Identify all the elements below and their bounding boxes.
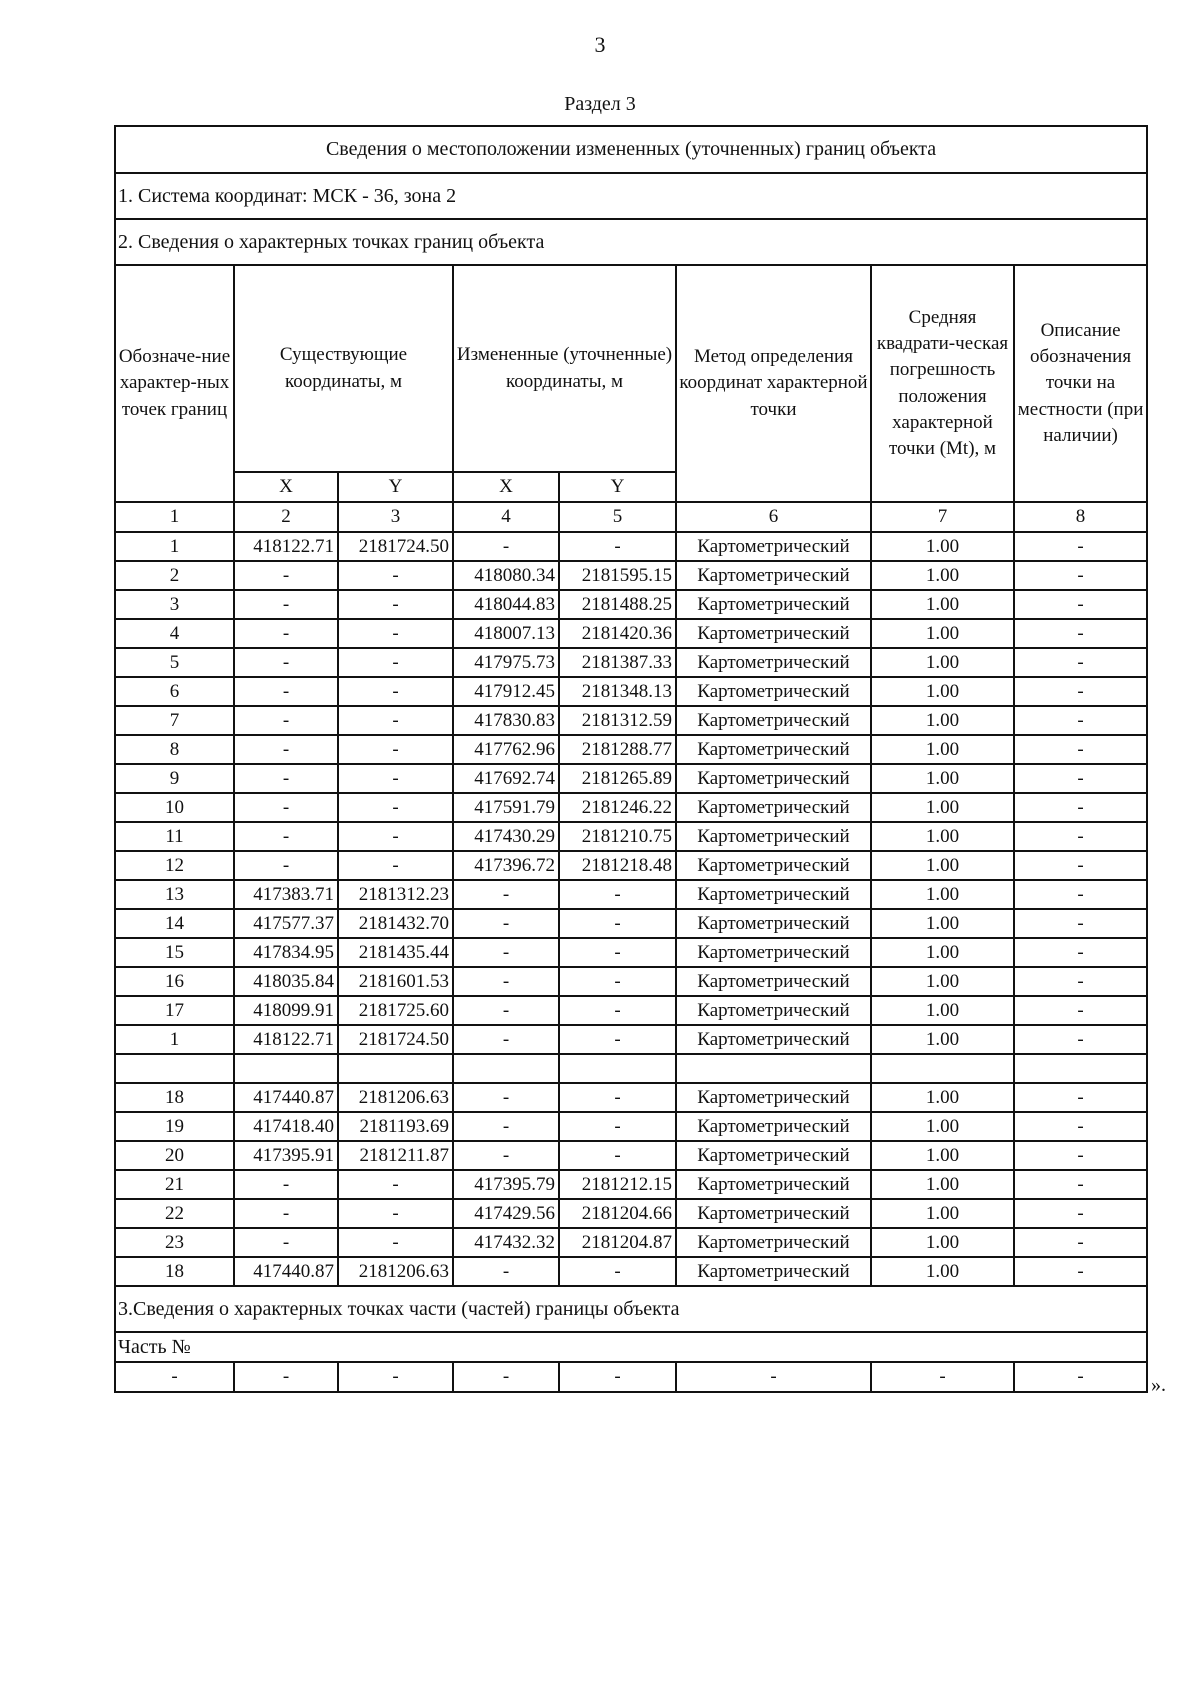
table-cell	[1014, 1054, 1147, 1083]
table-cell: -	[1014, 648, 1147, 677]
parts-title: 3.Сведения о характерных точках части (частей) границы объекта	[115, 1286, 1147, 1332]
table-cell: 2181246.22	[559, 793, 676, 822]
table-cell: Картометрический	[676, 938, 871, 967]
table-cell: -	[338, 590, 453, 619]
table-cell: 11	[115, 822, 234, 851]
table-cell: -	[338, 561, 453, 590]
table-cell: -	[1014, 764, 1147, 793]
header-changed-coords: Измененные (уточненные) координаты, м	[453, 265, 676, 472]
table-cell: -	[453, 1112, 559, 1141]
table-cell: -	[234, 1228, 338, 1257]
header-error: Средняя квадрати-ческая погрешность положения характерной точки (Mt), м	[871, 265, 1014, 502]
table-cell: 1.00	[871, 793, 1014, 822]
table-cell: 1.00	[871, 677, 1014, 706]
table-cell: -	[1014, 1083, 1147, 1112]
header-changed-x: X	[453, 472, 559, 502]
table-cell: -	[338, 648, 453, 677]
table-cell: 417975.73	[453, 648, 559, 677]
page-number: 3	[594, 32, 606, 57]
table-cell: Картометрический	[676, 1083, 871, 1112]
part-label: Часть №	[115, 1332, 1147, 1362]
table-cell: -	[1014, 1228, 1147, 1257]
table-cell: 417395.91	[234, 1141, 338, 1170]
table-cell: -	[234, 590, 338, 619]
table-cell: 2181211.87	[338, 1141, 453, 1170]
table-cell: 2181288.77	[559, 735, 676, 764]
table-cell	[115, 1054, 234, 1083]
table-cell: -	[1014, 938, 1147, 967]
table-cell: -	[453, 967, 559, 996]
table-cell: 2181601.53	[338, 967, 453, 996]
points-title: 2. Сведения о характерных точках границ объекта	[115, 219, 1147, 265]
table-cell: -	[1014, 590, 1147, 619]
table-cell: 1.00	[871, 1141, 1014, 1170]
table-cell: -	[559, 996, 676, 1025]
table-cell: Картометрический	[676, 880, 871, 909]
table-cell: -	[1014, 1257, 1147, 1286]
table-cell: -	[1014, 619, 1147, 648]
table-cell: -	[338, 793, 453, 822]
table-cell: -	[234, 619, 338, 648]
table-row	[115, 706, 1147, 735]
column-number: 6	[676, 502, 871, 532]
table-cell: 1.00	[871, 909, 1014, 938]
table-row	[115, 1257, 1147, 1286]
table-cell: 1.00	[871, 706, 1014, 735]
table-cell: -	[453, 938, 559, 967]
table-cell: 418035.84	[234, 967, 338, 996]
table-cell: Картометрический	[676, 590, 871, 619]
table-cell: 418122.71	[234, 532, 338, 561]
table-row	[115, 996, 1147, 1025]
table-cell: -	[453, 1083, 559, 1112]
table-row	[115, 648, 1147, 677]
table-cell: -	[1014, 851, 1147, 880]
table-cell: -	[1014, 1141, 1147, 1170]
table-cell: 2181312.59	[559, 706, 676, 735]
table-cell: Картометрический	[676, 735, 871, 764]
table-cell: 23	[115, 1228, 234, 1257]
table-cell: 2181348.13	[559, 677, 676, 706]
table-cell: 2181724.50	[338, 532, 453, 561]
table-cell: -	[338, 822, 453, 851]
table-cell: 22	[115, 1199, 234, 1228]
table-row	[115, 677, 1147, 706]
table-cell: 417440.87	[234, 1083, 338, 1112]
table-cell: 417591.79	[453, 793, 559, 822]
table-cell: 13	[115, 880, 234, 909]
table-cell: 2181193.69	[338, 1112, 453, 1141]
table-cell: 1.00	[871, 1228, 1014, 1257]
table-cell: -	[453, 532, 559, 561]
table-cell	[453, 1054, 559, 1083]
table-cell: 418044.83	[453, 590, 559, 619]
table-cell: 1.00	[871, 532, 1014, 561]
table-row	[115, 880, 1147, 909]
table-cell: -	[1014, 880, 1147, 909]
header-method: Метод определения координат характерной точки	[676, 265, 871, 502]
table-cell: 2181206.63	[338, 1083, 453, 1112]
header-existing-x: X	[234, 472, 338, 502]
table-cell: 1.00	[871, 1083, 1014, 1112]
table-cell: 417383.71	[234, 880, 338, 909]
table-cell: 417912.45	[453, 677, 559, 706]
table-cell: 418122.71	[234, 1025, 338, 1054]
table-cell: 8	[115, 735, 234, 764]
table-row	[115, 1199, 1147, 1228]
part-cell: -	[1014, 1362, 1147, 1392]
table-cell	[676, 1054, 871, 1083]
table-cell: 1.00	[871, 1112, 1014, 1141]
table-row	[115, 1170, 1147, 1199]
table-cell: 1	[115, 1025, 234, 1054]
table-cell: 417830.83	[453, 706, 559, 735]
table-cell: 4	[115, 619, 234, 648]
table-cell: 417762.96	[453, 735, 559, 764]
table-cell: 1.00	[871, 967, 1014, 996]
table-cell: Картометрический	[676, 793, 871, 822]
table-row	[115, 1025, 1147, 1054]
table-cell: 417432.32	[453, 1228, 559, 1257]
table-row	[115, 1083, 1147, 1112]
table-cell: -	[1014, 1025, 1147, 1054]
table-cell: 1.00	[871, 561, 1014, 590]
part-cell: -	[338, 1362, 453, 1392]
table-cell: 2181218.48	[559, 851, 676, 880]
table-cell: 17	[115, 996, 234, 1025]
table-cell: -	[1014, 822, 1147, 851]
part-cell: -	[559, 1362, 676, 1392]
table-cell: Картометрический	[676, 1170, 871, 1199]
header-point-designation: Обозначе-ние характер-ных точек границ	[115, 265, 234, 502]
table-cell: Картометрический	[676, 1141, 871, 1170]
table-cell: -	[338, 1170, 453, 1199]
table-cell: -	[338, 1228, 453, 1257]
table-cell: 1.00	[871, 1257, 1014, 1286]
table-cell: -	[559, 1112, 676, 1141]
table-cell: 2181206.63	[338, 1257, 453, 1286]
table-cell: -	[559, 1025, 676, 1054]
table-cell: 2181432.70	[338, 909, 453, 938]
table-cell: 417430.29	[453, 822, 559, 851]
table-cell: 1.00	[871, 590, 1014, 619]
coord-system-line: 1. Система координат: МСК - 36, зона 2	[115, 173, 1147, 219]
table-cell: 10	[115, 793, 234, 822]
column-number: 3	[338, 502, 453, 532]
table-cell: Картометрический	[676, 706, 871, 735]
table-cell: -	[1014, 1112, 1147, 1141]
table-row	[115, 764, 1147, 793]
table-cell: 6	[115, 677, 234, 706]
table-cell: 14	[115, 909, 234, 938]
table-cell: -	[559, 938, 676, 967]
table-cell: Картометрический	[676, 619, 871, 648]
table-cell: Картометрический	[676, 1025, 871, 1054]
table-cell: 1.00	[871, 822, 1014, 851]
table-cell: -	[338, 764, 453, 793]
table-cell: -	[338, 851, 453, 880]
table-cell: -	[234, 648, 338, 677]
table-cell: -	[453, 1257, 559, 1286]
table-cell: -	[338, 1199, 453, 1228]
part-cell: -	[871, 1362, 1014, 1392]
table-cell: 2181210.75	[559, 822, 676, 851]
table-cell: 2181488.25	[559, 590, 676, 619]
table-cell: 417396.72	[453, 851, 559, 880]
table-cell: -	[234, 1199, 338, 1228]
table-cell: -	[1014, 735, 1147, 764]
table-row	[115, 909, 1147, 938]
table-cell: -	[559, 1141, 676, 1170]
column-number: 4	[453, 502, 559, 532]
table-cell: -	[559, 1257, 676, 1286]
table-row	[115, 561, 1147, 590]
table-cell	[338, 1054, 453, 1083]
table-cell: Картометрический	[676, 822, 871, 851]
table-row	[115, 1141, 1147, 1170]
table-cell: -	[453, 909, 559, 938]
table-row	[115, 851, 1147, 880]
table-cell: -	[559, 967, 676, 996]
table-cell: 2181204.87	[559, 1228, 676, 1257]
table-cell: -	[453, 1141, 559, 1170]
header-existing-coords: Существующие координаты, м	[234, 265, 453, 472]
table-cell: 1.00	[871, 938, 1014, 967]
table-cell: -	[1014, 706, 1147, 735]
table-cell: 7	[115, 706, 234, 735]
table-row	[115, 532, 1147, 561]
table-cell: -	[234, 1170, 338, 1199]
table-cell: Картометрический	[676, 532, 871, 561]
table-cell: Картометрический	[676, 648, 871, 677]
table-cell: -	[1014, 793, 1147, 822]
column-number: 2	[234, 502, 338, 532]
column-number: 5	[559, 502, 676, 532]
table-cell: 417429.56	[453, 1199, 559, 1228]
header-description: Описание обозначения точки на местности (при наличии)	[1014, 265, 1147, 502]
table-cell: 2181420.36	[559, 619, 676, 648]
part-row	[115, 1362, 1147, 1392]
table-cell: 417440.87	[234, 1257, 338, 1286]
table-row	[115, 1054, 1147, 1083]
table-cell: 2181265.89	[559, 764, 676, 793]
table-row	[115, 590, 1147, 619]
table-cell: 2181387.33	[559, 648, 676, 677]
table-cell: 417395.79	[453, 1170, 559, 1199]
table-cell: 2181204.66	[559, 1199, 676, 1228]
table-row	[115, 967, 1147, 996]
table-cell: 1	[115, 532, 234, 561]
table-cell: 16	[115, 967, 234, 996]
table-cell: 1.00	[871, 996, 1014, 1025]
table-cell: -	[234, 735, 338, 764]
table-cell	[559, 1054, 676, 1083]
table-cell: 1.00	[871, 851, 1014, 880]
table-row	[115, 735, 1147, 764]
table-cell: 417692.74	[453, 764, 559, 793]
table-cell: 417577.37	[234, 909, 338, 938]
table-cell: 418099.91	[234, 996, 338, 1025]
table-cell: 19	[115, 1112, 234, 1141]
table-cell: Картометрический	[676, 561, 871, 590]
table-cell: -	[1014, 532, 1147, 561]
closing-quote: ».	[1151, 1374, 1166, 1396]
table-row	[115, 793, 1147, 822]
table-cell: 1.00	[871, 1025, 1014, 1054]
table-cell: Картометрический	[676, 851, 871, 880]
table-cell: 12	[115, 851, 234, 880]
table-cell: -	[1014, 677, 1147, 706]
table-cell: 2181312.23	[338, 880, 453, 909]
table-row	[115, 1112, 1147, 1141]
table-cell: -	[338, 735, 453, 764]
table-row	[115, 619, 1147, 648]
table-cell: 2181212.15	[559, 1170, 676, 1199]
table-cell: 2181435.44	[338, 938, 453, 967]
table-cell: -	[234, 822, 338, 851]
header-existing-y: Y	[338, 472, 453, 502]
table-cell: 18	[115, 1257, 234, 1286]
table-cell: -	[1014, 561, 1147, 590]
table-cell: -	[453, 880, 559, 909]
table-cell: Картометрический	[676, 909, 871, 938]
table-cell: 18	[115, 1083, 234, 1112]
table-cell: -	[559, 532, 676, 561]
table-cell: Картометрический	[676, 1112, 871, 1141]
table-title: Сведения о местоположении измененных (уточненных) границ объекта	[115, 126, 1147, 173]
part-cell: -	[676, 1362, 871, 1392]
table-cell: -	[1014, 1199, 1147, 1228]
table-cell: 1.00	[871, 648, 1014, 677]
table-cell: 15	[115, 938, 234, 967]
part-cell: -	[115, 1362, 234, 1392]
table-cell	[871, 1054, 1014, 1083]
header-changed-y: Y	[559, 472, 676, 502]
table-cell: -	[234, 706, 338, 735]
table-cell: Картометрический	[676, 1257, 871, 1286]
column-number: 8	[1014, 502, 1147, 532]
table-cell: 5	[115, 648, 234, 677]
table-cell: Картометрический	[676, 996, 871, 1025]
table-cell: 1.00	[871, 880, 1014, 909]
table-cell: -	[1014, 967, 1147, 996]
table-cell: 9	[115, 764, 234, 793]
table-cell: 3	[115, 590, 234, 619]
table-cell: -	[234, 851, 338, 880]
table-cell: -	[559, 1083, 676, 1112]
table-cell: -	[338, 619, 453, 648]
table-cell: 2181595.15	[559, 561, 676, 590]
table-cell: 2181725.60	[338, 996, 453, 1025]
column-number: 7	[871, 502, 1014, 532]
table-cell: -	[338, 677, 453, 706]
table-cell: -	[338, 706, 453, 735]
table-cell: -	[1014, 909, 1147, 938]
table-cell: 1.00	[871, 619, 1014, 648]
table-cell: Картометрический	[676, 1228, 871, 1257]
table-cell: Картометрический	[676, 764, 871, 793]
table-cell: Картометрический	[676, 967, 871, 996]
table-row	[115, 822, 1147, 851]
table-cell: -	[1014, 996, 1147, 1025]
table-cell: -	[559, 880, 676, 909]
column-number-row	[115, 502, 1147, 532]
section-title: Раздел 3	[564, 93, 636, 115]
table-row	[115, 1228, 1147, 1257]
table-cell: 1.00	[871, 1170, 1014, 1199]
table-cell: 417418.40	[234, 1112, 338, 1141]
table-cell: 418080.34	[453, 561, 559, 590]
table-cell: -	[234, 793, 338, 822]
table-row	[115, 938, 1147, 967]
boundary-table	[114, 125, 1148, 1393]
table-cell: Картометрический	[676, 1199, 871, 1228]
table-cell: -	[234, 677, 338, 706]
table-cell: -	[453, 996, 559, 1025]
table-cell: -	[1014, 1170, 1147, 1199]
column-number: 1	[115, 502, 234, 532]
table-cell: -	[453, 1025, 559, 1054]
table-cell	[234, 1054, 338, 1083]
table-cell: 21	[115, 1170, 234, 1199]
table-cell: 418007.13	[453, 619, 559, 648]
table-cell: Картометрический	[676, 677, 871, 706]
table-cell: 2	[115, 561, 234, 590]
table-cell: -	[559, 909, 676, 938]
table-cell: 1.00	[871, 764, 1014, 793]
table-cell: -	[234, 561, 338, 590]
table-cell: 1.00	[871, 735, 1014, 764]
table-cell: 1.00	[871, 1199, 1014, 1228]
table-cell: 20	[115, 1141, 234, 1170]
table-cell: -	[234, 764, 338, 793]
part-cell: -	[234, 1362, 338, 1392]
table-cell: 2181724.50	[338, 1025, 453, 1054]
table-cell: 417834.95	[234, 938, 338, 967]
part-cell: -	[453, 1362, 559, 1392]
